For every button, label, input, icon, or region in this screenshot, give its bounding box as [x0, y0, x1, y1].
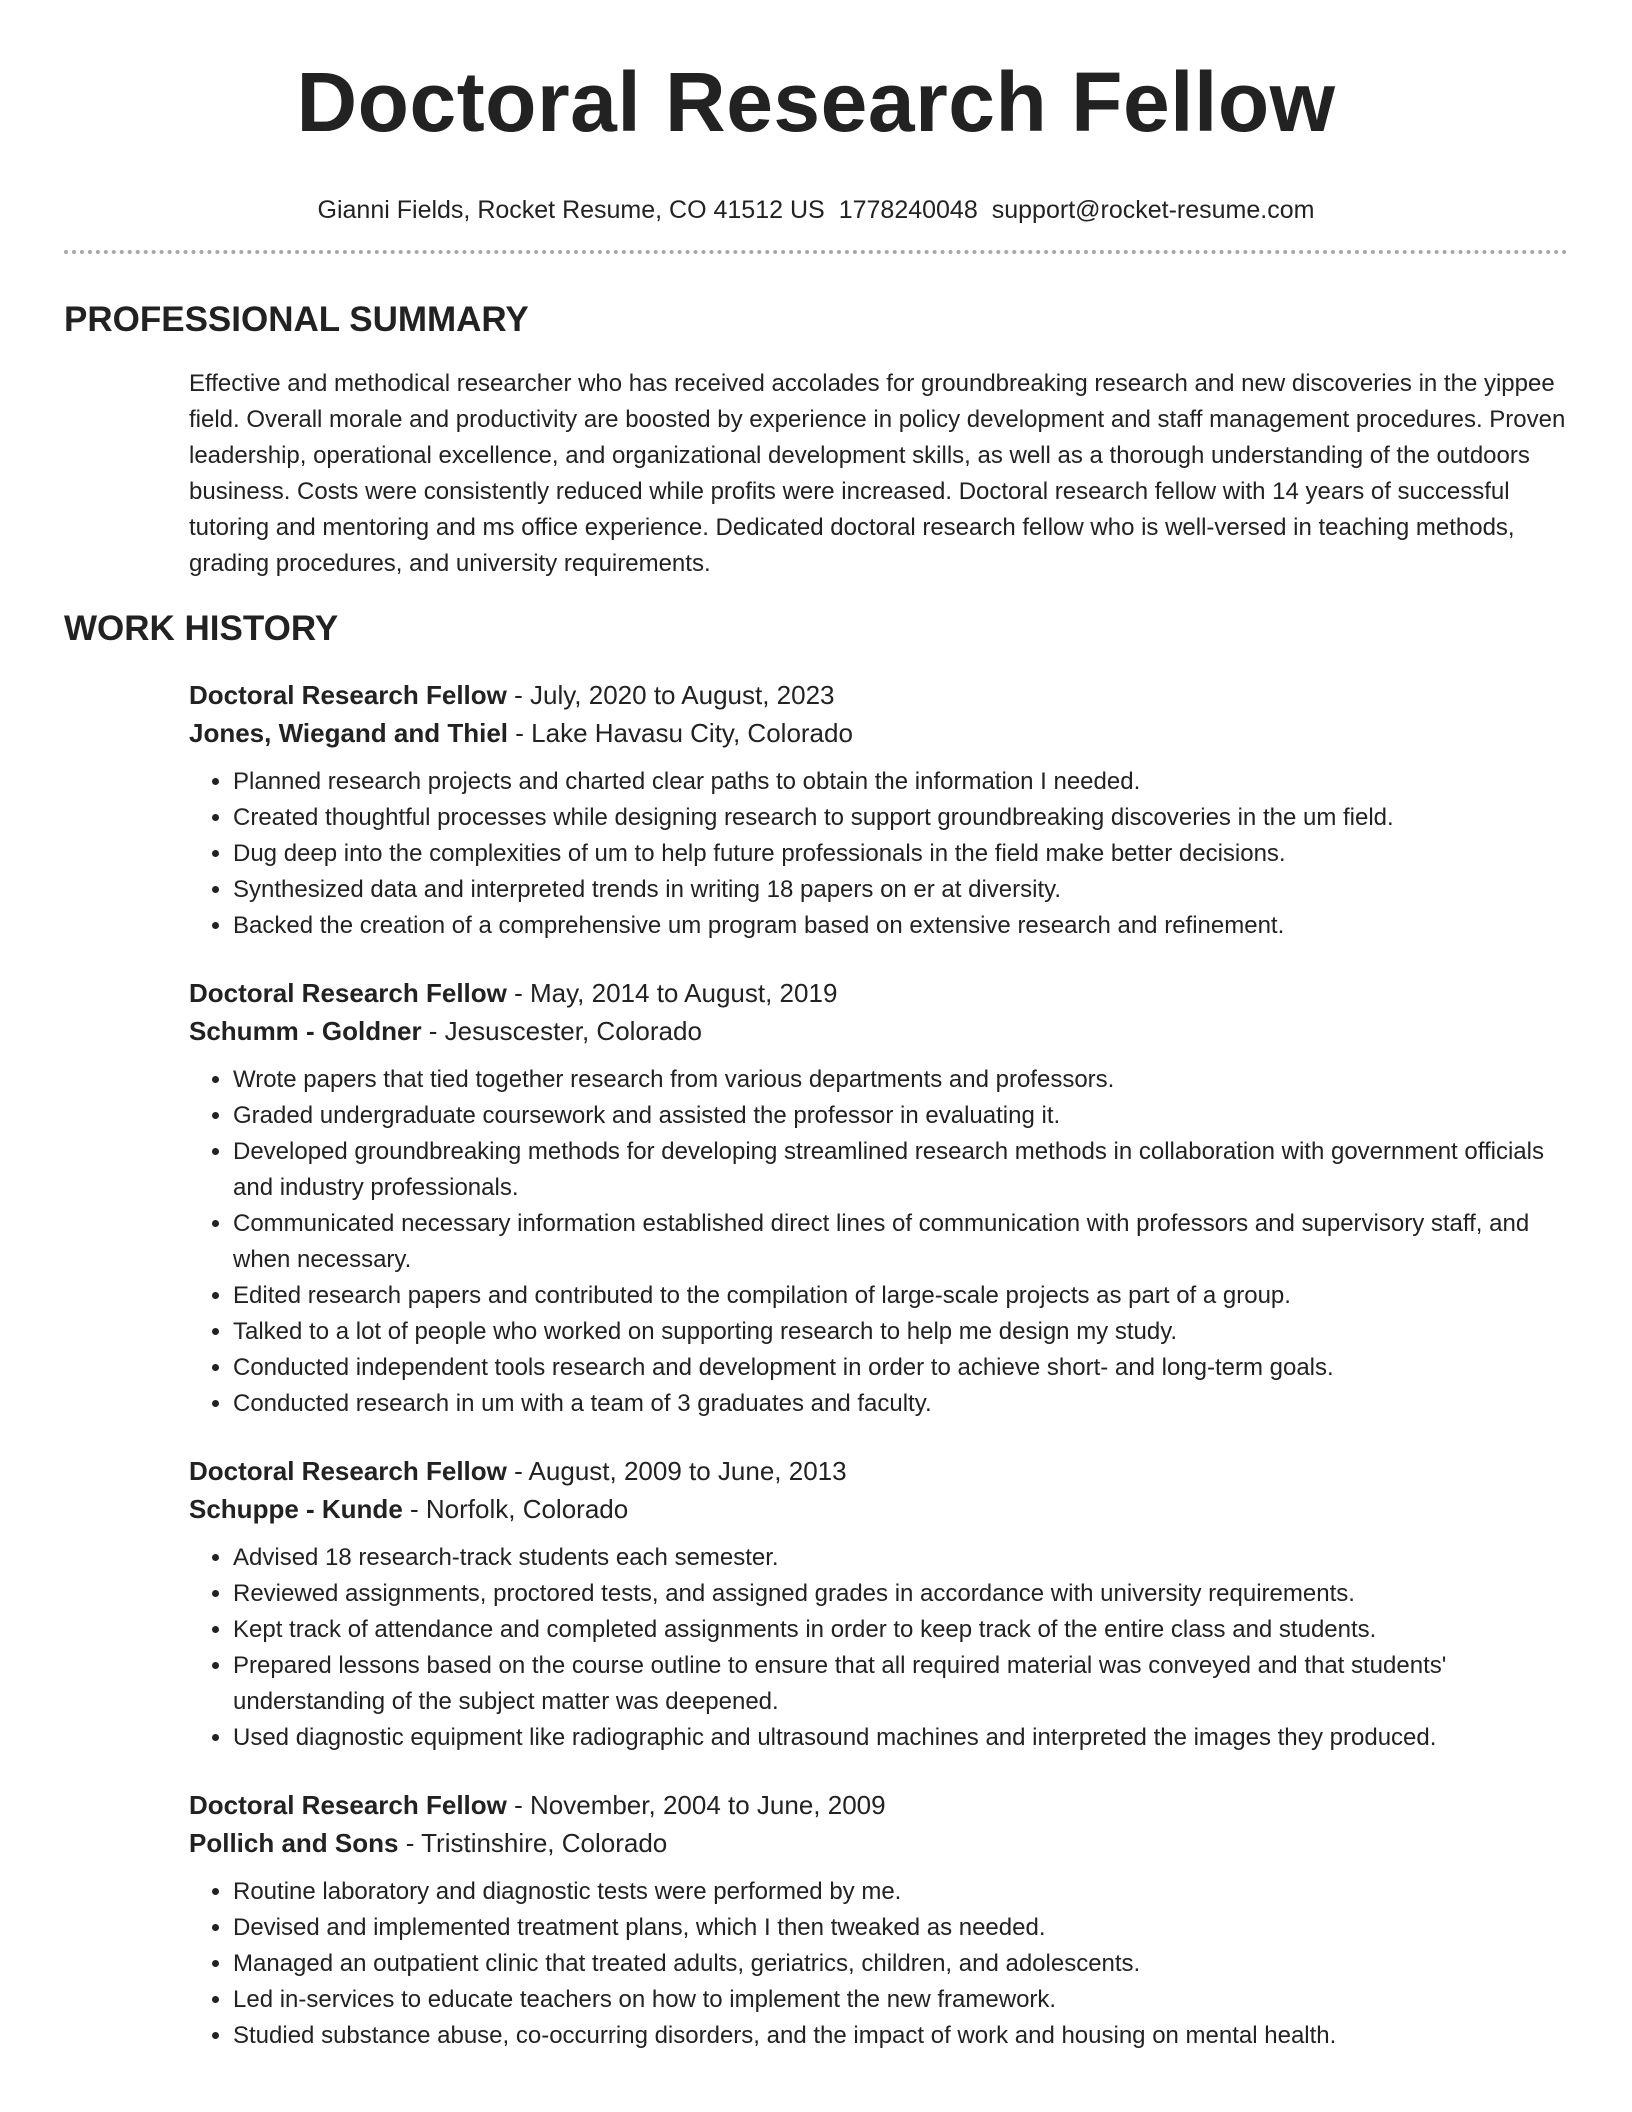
work-history-list — [189, 676, 1569, 2084]
job-title-line — [189, 974, 1569, 1012]
job-dates: - August, 2009 to June, 2013 — [506, 1456, 847, 1486]
job-bullets — [189, 764, 1569, 944]
job-bullets — [189, 1874, 1569, 2054]
job-bullet: • Backed the creation of a comprehensive um program based on extensive research and refinement. — [233, 908, 1569, 944]
job-company: Pollich and Sons — [189, 1828, 399, 1858]
job-bullet: • Advised 18 research-track students each semester. — [233, 1540, 1569, 1576]
job-title-line — [189, 1786, 1569, 1824]
job-bullet: • Created thoughtful processes while designing research to support groundbreaking discoveries in the um field. — [233, 800, 1569, 836]
job-bullets — [189, 1540, 1569, 1756]
header-divider — [64, 250, 1568, 254]
job-entry — [189, 1786, 1569, 2054]
job-company-line — [189, 1490, 1569, 1528]
summary-heading: PROFESSIONAL SUMMARY — [64, 300, 529, 339]
job-entry — [189, 676, 1569, 944]
job-bullet: • Led in-services to educate teachers on how to implement the new framework. — [233, 1982, 1569, 2018]
job-title: Doctoral Research Fellow — [189, 1790, 507, 1820]
job-bullet: • Wrote papers that tied together research from various departments and professors. — [233, 1062, 1569, 1098]
job-location: - Jesuscester, Colorado — [421, 1016, 702, 1046]
job-bullet: • Communicated necessary information established direct lines of communication with professors and supervisory staff, and when necessary. — [233, 1206, 1569, 1278]
job-company: Schumm - Goldner — [189, 1016, 422, 1046]
job-bullet: • Prepared lessons based on the course outline to ensure that all required material was conveyed and that students' understanding of the subject matter was deepened. — [233, 1648, 1569, 1720]
job-bullet: • Edited research papers and contributed to the compilation of large-scale projects as part of a group. — [233, 1278, 1569, 1314]
summary-text: Effective and methodical researcher who has received accolades for groundbreaking research and new discoveries in the yippee field. Overall morale and productivity are boosted by experience in policy development and staff management procedures. Proven leadership, operational excellence, and organizational development skills, as well as a thorough understanding of the outdoors business. Costs were consistently reduced while profits were increased. Doctoral research fellow with 14 years of successful tutoring and mentoring and ms office experience. Dedicated doctoral research fellow who is well-versed in teaching methods, grading procedures, and university requirements. — [189, 370, 1566, 577]
job-company: Schuppe - Kunde — [189, 1494, 403, 1524]
candidate-name: Doctoral Research Fellow — [296, 55, 1336, 149]
job-bullet: • Synthesized data and interpreted trends in writing 18 papers on er at diversity. — [233, 872, 1569, 908]
job-entry — [189, 974, 1569, 1422]
job-bullet: • Developed groundbreaking methods for developing streamlined research methods in collaboration with government officials and industry professionals. — [233, 1134, 1569, 1206]
job-location: - Norfolk, Colorado — [402, 1494, 629, 1524]
job-dates: - July, 2020 to August, 2023 — [506, 680, 835, 710]
job-bullet: • Managed an outpatient clinic that treated adults, geriatrics, children, and adolescents. — [233, 1946, 1569, 1982]
job-company-line — [189, 1012, 1569, 1050]
job-bullet: • Used diagnostic equipment like radiographic and ultrasound machines and interpreted the images they produced. — [233, 1720, 1569, 1756]
job-title-line — [189, 1452, 1569, 1490]
job-dates: - November, 2004 to June, 2009 — [506, 1790, 886, 1820]
job-bullet: • Devised and implemented treatment plans, which I then tweaked as needed. — [233, 1910, 1569, 1946]
job-location: - Lake Havasu City, Colorado — [508, 718, 853, 748]
job-title-line — [189, 676, 1569, 714]
work-history-heading: WORK HISTORY — [64, 609, 339, 648]
job-bullet: • Kept track of attendance and completed assignments in order to keep track of the entire class and students. — [233, 1612, 1569, 1648]
contact-line — [0, 194, 1632, 226]
job-title: Doctoral Research Fellow — [189, 680, 507, 710]
job-bullet: • Talked to a lot of people who worked on supporting research to help me design my study. — [233, 1314, 1569, 1350]
job-bullet: • Graded undergraduate coursework and assisted the professor in evaluating it. — [233, 1098, 1569, 1134]
job-bullet: • Studied substance abuse, co-occurring disorders, and the impact of work and housing on mental health. — [233, 2018, 1569, 2054]
job-bullets — [189, 1062, 1569, 1422]
job-bullet: • Routine laboratory and diagnostic tests were performed by me. — [233, 1874, 1569, 1910]
resume-header — [0, 52, 1632, 226]
job-title: Doctoral Research Fellow — [189, 1456, 507, 1486]
job-bullet: • Reviewed assignments, proctored tests, and assigned grades in accordance with university requirements. — [233, 1576, 1569, 1612]
job-bullet: • Dug deep into the complexities of um to help future professionals in the field make better decisions. — [233, 836, 1569, 872]
contact-email: support@rocket-resume.com — [991, 196, 1315, 224]
job-location: - Tristinshire, Colorado — [398, 1828, 668, 1858]
job-title: Doctoral Research Fellow — [189, 978, 507, 1008]
job-company-line — [189, 1824, 1569, 1862]
contact-address: Gianni Fields, Rocket Resume, CO 41512 US — [317, 196, 825, 224]
job-bullet: • Conducted independent tools research and development in order to achieve short- and long-term goals. — [233, 1350, 1569, 1386]
job-bullet: • Planned research projects and charted clear paths to obtain the information I needed. — [233, 764, 1569, 800]
job-entry — [189, 1452, 1569, 1756]
contact-phone: 1778240048 — [838, 196, 978, 224]
job-dates: - May, 2014 to August, 2019 — [506, 978, 838, 1008]
job-company: Jones, Wiegand and Thiel — [189, 718, 509, 748]
job-company-line — [189, 714, 1569, 752]
job-bullet: • Conducted research in um with a team of 3 graduates and faculty. — [233, 1386, 1569, 1422]
